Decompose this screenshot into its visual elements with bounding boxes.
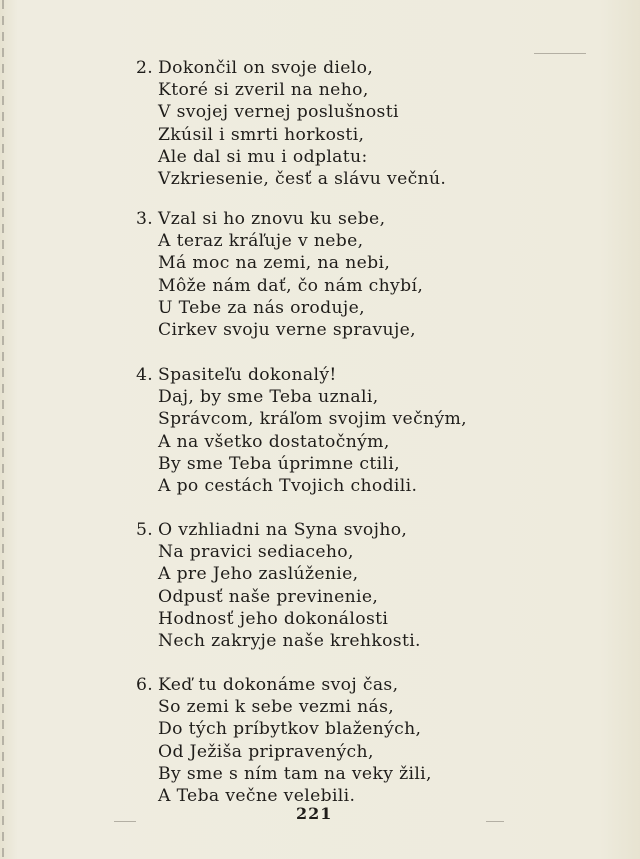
stanza-line: V svojej vernej poslušnosti — [158, 102, 399, 123]
stanza-number: 5. — [136, 520, 154, 540]
stanza-line: Daj, by sme Teba uznali, — [158, 387, 379, 408]
stanza-line: 2. Dokončil on svoje dielo, — [136, 58, 374, 78]
stanza-6 — [136, 674, 576, 807]
stanza-line: 4. Spasiteľu dokonalý! — [136, 365, 337, 385]
stanza-line: By sme s ním tam na veky žili, — [158, 763, 432, 784]
stanza-line: Ktoré si zveril na neho, — [158, 80, 369, 101]
print-mark — [534, 53, 586, 54]
stanza-line: Môže nám dať, čo nám chybí, — [158, 275, 424, 296]
stanza-line: A na všetko dostatočným, — [158, 431, 390, 452]
stanza-line: A Teba večne velebili. — [158, 785, 356, 806]
page-binding-edge — [2, 0, 4, 859]
stanza-number: 6. — [136, 675, 154, 695]
stanza-line: U Tebe za nás oroduje, — [158, 297, 365, 318]
stanza-line: A teraz kráľuje v nebe, — [158, 231, 364, 252]
stanza-line: Ale dal si mu i odplatu: — [158, 146, 368, 167]
stanza-line: Od Ježiša pripravených, — [158, 741, 374, 762]
stanza-number: 2. — [136, 58, 154, 78]
stanza-2 — [136, 57, 576, 190]
stanza-line: Správcom, kráľom svojim večným, — [158, 409, 467, 430]
stanza-line: Hodnosť jeho dokonálosti — [158, 608, 389, 629]
stanza-line: Má moc na zemi, na nebi, — [158, 253, 391, 274]
stanza-3 — [136, 208, 576, 341]
stanza-line: 6. Keď tu dokonáme svoj čas, — [136, 675, 399, 695]
stanza-line: By sme Teba úprimne ctili, — [158, 453, 400, 474]
print-mark — [114, 821, 136, 822]
stanza-number: 3. — [136, 209, 154, 229]
stanza-5 — [136, 519, 576, 652]
stanza-number: 4. — [136, 365, 154, 385]
stanza-line: 5. O vzhliadni na Syna svojho, — [136, 520, 408, 540]
stanza-line: Vzkriesenie, česť a slávu večnú. — [158, 168, 447, 189]
page-number: 221 — [296, 804, 333, 823]
stanza-line: Na pravici sediaceho, — [158, 542, 354, 563]
stanza-line: Odpusť naše previnenie, — [158, 586, 379, 607]
print-mark — [486, 821, 504, 822]
stanza-line: 3. Vzal si ho znovu ku sebe, — [136, 209, 386, 229]
stanza-line: So zemi k sebe vezmi nás, — [158, 697, 395, 718]
stanza-line: A po cestách Tvojich chodili. — [158, 475, 418, 496]
stanza-line: Cirkev svoju verne spravuje, — [158, 319, 416, 340]
stanza-line: A pre Jeho zaslúženie, — [158, 564, 359, 585]
stanza-line: Zkúsil i smrti horkosti, — [158, 124, 365, 145]
stanza-line: Do tých príbytkov blažených, — [158, 719, 422, 740]
stanza-4 — [136, 364, 576, 497]
stanza-line: Nech zakryje naše krehkosti. — [158, 630, 421, 651]
